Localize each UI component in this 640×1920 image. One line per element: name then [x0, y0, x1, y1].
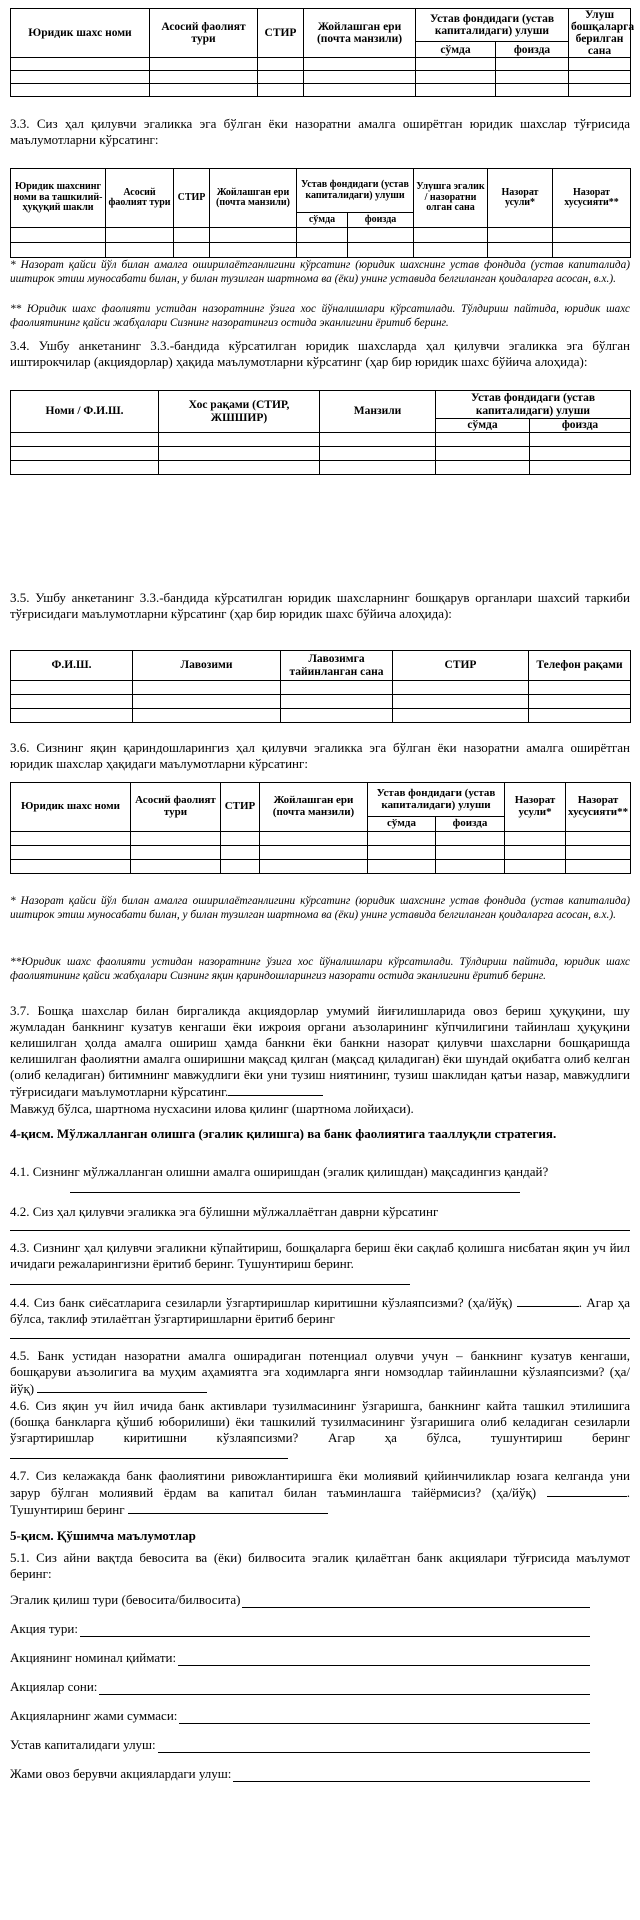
answer-line[interactable] — [99, 1682, 590, 1695]
col-header: Жойлашган ери (почта манзили) — [304, 9, 416, 58]
yes-no-field[interactable] — [37, 1380, 207, 1393]
col-header: Хос рақами (СТИР, ЖШШИР) — [159, 391, 320, 433]
question-5-1: 5.1. Сиз айни вақтда бевосита ва (ёки) билвосита эгалик қилаётган банк акциялари тўғрисида маълумот беринг: — [10, 1550, 630, 1581]
col-header: Лавозимга тайинланган сана — [281, 651, 393, 681]
part-4-title: 4-қисм. Мўлжалланган олишга (эгалик қилишга) ва банк фаолиятига тааллуқли стратегия. — [10, 1126, 557, 1141]
sub-header: фоизда — [348, 213, 414, 228]
question-4-4: 4.4. Сиз банк сиёсатларига сезиларли ўзгартиришлар киритишни кўзлаяпсизми? (ҳа/йўқ) . Агар ҳа бўлса, таклиф этилаётган ўзгартиришларни ёритиб беринг — [10, 1295, 630, 1326]
answer-line[interactable] — [242, 1595, 590, 1608]
col-header: Назорат хусусияти** — [566, 783, 631, 832]
total-amount-field: Акцияларнинг жами суммаси: — [10, 1708, 590, 1724]
answer-line[interactable] — [10, 1270, 410, 1285]
section-3-7-text — [10, 1003, 630, 1100]
col-header: СТИР — [174, 169, 210, 228]
col-header: Телефон рақами — [529, 651, 631, 681]
answer-line[interactable] — [158, 1740, 590, 1753]
participants-table — [10, 390, 631, 475]
col-header: Назорат усули* — [505, 783, 566, 832]
answer-line[interactable] — [233, 1769, 590, 1782]
col-header: Устав фондидаги (устав капиталидаги) улуши — [436, 391, 631, 419]
footnote-method-2: * Назорат қайси йўл билан амалга оширилаётганлигини кўрсатинг (юридик шахснинг устав фондида (устав капиталида) иштирок этиш муносабати билан, у билан тузилган шартнома ва (ёки) унинг уставида белгиланган қоидаларга асосан, в.х.). — [10, 895, 630, 921]
yes-no-field[interactable] — [547, 1484, 627, 1497]
sub-header: фоизда — [530, 419, 631, 433]
answer-line[interactable] — [10, 1216, 630, 1231]
col-header: Юридик шахс номи — [11, 783, 131, 832]
question-4-6: 4.6. Сиз яқин уч йил ичида банк активлари тузилмасининг ўзгаришга, банкнинг кайта ташкил этилишига (бошқа банкларга қўшиб юборилиши) ёки ташкилий тузилмасининг ўзгаришига олиб келадиган сезиларли ўзгартиришлар киритишни кўзлаяпсизми? Агар ҳа бўлса, тушунтириш беринг — [10, 1398, 630, 1463]
col-header: СТИР — [258, 9, 304, 58]
sub-header: сўмда — [368, 817, 436, 832]
question-4-5: 4.5. Банк устидан назоратни амалга оширадиган потенциал олувчи учун – банкнинг кузатув кенгаши, бошқаруви аъзолигига ва муҳим аҳамиятга эга ходимларга янги номзодлар тайинлашни кўзлаяпсизми? (ҳа/йўқ) — [10, 1348, 630, 1396]
col-header: Улушга эгалик / назоратни олган сана — [414, 169, 488, 228]
footnote-nature: ** Юридик шахс фаолияти устидан назоратнинг ўзига хос йўналишлари кўрсатилади. Тўлдириш пайтида, юридик шахс фаолиятининг қайси жабҳалари Сизнинг назоратингиз остида эканлигини ёритиб беринг. — [10, 303, 630, 329]
col-header: Манзили — [320, 391, 436, 433]
answer-line[interactable] — [10, 1324, 630, 1339]
col-header: Номи / Ф.И.Ш. — [11, 391, 159, 433]
voting-share-field: Жами овоз берувчи акциялардаги улуш: — [10, 1766, 590, 1782]
col-header: Устав фондидаги (устав капиталидаги) улуши — [416, 9, 569, 42]
legal-entities-table — [10, 8, 635, 97]
answer-line[interactable] — [228, 1083, 323, 1096]
col-header: Назорат усули* — [488, 169, 553, 228]
section-3-7-tail: Мавжуд бўлса, шартнома нусхасини илова қилинг (шартнома лойиҳаси). — [10, 1101, 414, 1116]
sub-header: сўмда — [436, 419, 530, 433]
col-header: Лавозими — [133, 651, 281, 681]
col-header: Устав фондидаги (устав капиталидаги) улуши — [368, 783, 505, 817]
col-header: Назорат хусусияти** — [553, 169, 631, 228]
yes-no-field[interactable] — [517, 1294, 579, 1307]
answer-line[interactable] — [178, 1653, 590, 1666]
col-header: Асосий фаолият тури — [131, 783, 221, 832]
col-header: Асосий фаолият тури — [106, 169, 174, 228]
management-table — [10, 650, 631, 723]
capital-share-field: Устав капиталидаги улуш: — [10, 1737, 590, 1753]
share-type-field: Акция тури: — [10, 1621, 590, 1637]
sub-header: фоизда — [496, 41, 569, 57]
share-count-field: Акциялар сони: — [10, 1679, 590, 1695]
footnote-nature-2: **Юридик шахс фаолияти устидан назоратнинг ўзига хос йўналишлари кўрсатилади. Тўлдириш пайтида, юридик шахс фаолиятининг қайси жабҳалари Сизнинг яқин қариндошларингиз назорати остида эканлигини ёритиб беринг. — [10, 956, 630, 982]
col-header: Улуш бошқаларга берилган сана — [569, 9, 631, 58]
answer-line[interactable] — [10, 1446, 288, 1459]
answer-line[interactable] — [128, 1501, 328, 1514]
col-header: СТИР — [393, 651, 529, 681]
relatives-entities-table — [10, 782, 631, 874]
footnote-method: * Назорат қайси йўл билан амалга оширилаётганлигини кўрсатинг (юридик шахснинг устав фондида (устав капиталида) иштирок этиш муносабати билан, у билан тузилган шартнома ва (ёки) унинг уставида белгиланган қоидаларга асосан, в.х.). — [10, 259, 630, 285]
section-3-4-text: 3.4. Ушбу анкетанинг 3.3.-бандида кўрсатилган юридик шахсларда ҳал қилувчи эгаликка эга бўлган иштирокчилар (акциядорлар) ҳақида маълумотларни кўрсатинг (ҳар бир юридик шахс бўйича алоҳида): — [10, 338, 630, 369]
sub-header: фоизда — [436, 817, 505, 832]
section-3-3-text: 3.3. Сиз ҳал қилувчи эгаликка эга бўлган ёки назоратни амалга оширётган юридик шахслар тўғрисида маълумотларни кўрсатинг: — [10, 116, 630, 147]
section-3-5-text: 3.5. Ушбу анкетанинг 3.3.-бандида кўрсатилган юридик шахсларнинг бошқарув органлари шахсий таркиби тўғрисидаги маълумотларни кўрсатинг (ҳар бир юридик шахс бўйича алоҳида): — [10, 590, 630, 621]
controlled-entities-table — [10, 168, 631, 258]
answer-line[interactable] — [179, 1711, 590, 1724]
col-header: Асосий фаолият тури — [150, 9, 258, 58]
ownership-type-field: Эгалик қилиш тури (бевосита/билвосита) — [10, 1592, 590, 1608]
question-4-7: 4.7. Сиз келажакда банк фаолиятини ривожлантиришга ёки молиявий қийинчиликлар юзага келганда уни зарур бўлган молиявий ёрдам ва капитал билан таъминлашга тайёрмисиз? (ҳа/йўқ) . Тушунтириш беринг — [10, 1468, 630, 1517]
col-header: Юридик шахснинг номи ва ташкилий-ҳуқуқий шакли — [11, 169, 106, 228]
col-header: Устав фондидаги (устав капиталидаги) улуши — [297, 169, 414, 213]
col-header: Жойлашган ери (почта манзили) — [210, 169, 297, 228]
question-4-3: 4.3. Сизнинг ҳал қилувчи эгаликни кўпайтириш, бошқаларга бериш ёки сақлаб қолишга нисбатан яқин уч йил ичидаги режаларингизни ёритиб беринг. Тушунтириш беринг. — [10, 1240, 630, 1271]
nominal-value-field: Акциянинг номинал қиймати: — [10, 1650, 590, 1666]
col-header: Юридик шахс номи — [11, 9, 150, 58]
section-3-6-text: 3.6. Сизнинг яқин қариндошларингиз ҳал қилувчи эгаликка эга бўлган ёки назоратни амалга оширётган юридик шахслар ҳақидаги маълумотларни кўрсатинг: — [10, 740, 630, 771]
answer-line[interactable] — [80, 1624, 590, 1637]
col-header: СТИР — [221, 783, 260, 832]
question-4-2: 4.2. Сиз ҳал қилувчи эгаликка эга бўлишни мўлжаллаётган даврни кўрсатинг — [10, 1204, 439, 1219]
sub-header: сўмда — [416, 41, 496, 57]
answer-line[interactable] — [70, 1178, 520, 1193]
question-4-1: 4.1. Сизнинг мўлжалланган олишни амалга оширишдан (эгалик қилишдан) мақсадингиз қандай? — [10, 1164, 549, 1179]
col-header: Жойлашган ери (почта манзили) — [260, 783, 368, 832]
sub-header: сўмда — [297, 213, 348, 228]
section-3-7-body: 3.7. Бошқа шахслар билан биргаликда акциядорлар умумий йиғилишларида овоз бериш ҳуқуқини, шу жумладан банкнинг кузатув кенгаши ёки ижроия органи аъзоларининг кўпчилигини тайинлаш ҳуқуқини келишилган ҳолда амалга ошириш ҳамда банкни ёки банкни назорат қилувчи шахсларни бошқаришда келишилган фаолиятни амалга оширишни мақсад қилган (мақсад қиладиган) ёки шундай оқибатга олиб келган (олиб келадиган) битимнинг мавжудлиги ёки уни тузиш ниятининг, тузиш шаклидан қатъи назар, мавжудлиги тўғрисидаги маълумотларни кўрсатинг. — [10, 1003, 630, 1099]
col-header: Ф.И.Ш. — [11, 651, 133, 681]
part-5-title: 5-қисм. Қўшимча маълумотлар — [10, 1528, 196, 1543]
